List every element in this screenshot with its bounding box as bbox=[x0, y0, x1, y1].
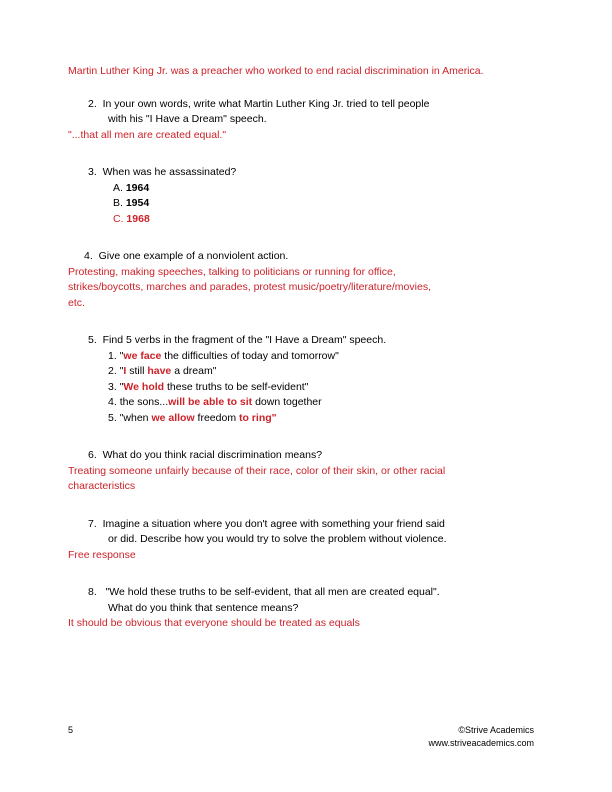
question-5-number: 5. bbox=[88, 334, 97, 346]
question-8-text bbox=[68, 585, 534, 601]
footer-row bbox=[68, 724, 534, 750]
worksheet-content bbox=[68, 64, 534, 632]
question-7-line1: Imagine a situation where you don't agree with something your friend said bbox=[102, 517, 445, 530]
verb-4-pre: the sons... bbox=[119, 396, 169, 408]
question-3-option-a bbox=[113, 181, 534, 197]
spacer bbox=[68, 495, 534, 517]
question-4-number: 4. bbox=[84, 250, 93, 262]
verb-5-mid: freedom bbox=[194, 411, 239, 424]
spacer bbox=[68, 143, 534, 165]
question-7-text bbox=[68, 517, 534, 533]
question-4-text bbox=[68, 249, 534, 265]
verb-1-number: 1. bbox=[108, 349, 117, 362]
verb-1-mid: the difficulties of today and tomorrow" bbox=[161, 349, 339, 362]
question-4-answer-line2: strikes/boycotts, marches and parades, protest music/poetry/literature/movies, bbox=[68, 281, 431, 293]
verb-item-4 bbox=[108, 395, 534, 411]
question-6-answer-line1: Treating someone unfairly because of their race, color of their skin, or other racial bbox=[68, 464, 446, 477]
option-c-letter: C. bbox=[113, 212, 124, 225]
question-7-text-cont: or did. Describe how you would try to solve the problem without violence. bbox=[108, 533, 447, 545]
option-b-value: 1954 bbox=[125, 197, 150, 209]
verb-item-5 bbox=[108, 411, 534, 427]
question-3-option-b bbox=[113, 196, 534, 212]
question-3-text bbox=[68, 165, 534, 181]
question-4-line1: Give one example of a nonviolent action. bbox=[98, 250, 289, 262]
question-3-line1: When was he assassinated? bbox=[102, 166, 237, 178]
question-6-line1: What do you think racial discrimination means? bbox=[102, 449, 323, 461]
question-6-number: 6. bbox=[88, 449, 97, 461]
verb-2-mid: still bbox=[126, 365, 148, 377]
website-url: www.striveacademics.com bbox=[428, 738, 534, 748]
verb-5-pre: "when bbox=[119, 411, 152, 424]
question-8-text-cont: What do you think that sentence means? bbox=[108, 601, 299, 614]
question-7-answer: Free response bbox=[68, 548, 136, 561]
verb-1-pre: " bbox=[119, 349, 124, 362]
verb-4-number: 4. bbox=[108, 396, 117, 408]
verb-3-number: 3. bbox=[108, 380, 117, 393]
question-6-answer-line2: characteristics bbox=[68, 480, 136, 492]
copyright-notice: ©Strive Academics bbox=[458, 725, 534, 735]
option-a-value: 1964 bbox=[125, 181, 150, 194]
verb-5-bold-2: to ring bbox=[238, 411, 272, 424]
verb-3-pre: " bbox=[119, 380, 124, 393]
footer-credits bbox=[428, 724, 534, 750]
intro-statement: Martin Luther King Jr. was a preacher who worked to end racial discrimination in America. bbox=[68, 65, 484, 77]
verb-item-1 bbox=[108, 349, 534, 365]
spacer bbox=[68, 311, 534, 333]
question-8-line1: "We hold these truths to be self-evident, that all men are created equal". bbox=[105, 586, 440, 598]
verb-2-pre: " bbox=[119, 365, 124, 377]
question-2-line1: In your own words, write what Martin Luther King Jr. tried to tell people bbox=[102, 97, 430, 110]
verb-4-mid: down together bbox=[252, 396, 322, 408]
question-4-answer-line1: Protesting, making speeches, talking to politicians or running for office, bbox=[68, 265, 396, 278]
verb-3-bold: We hold bbox=[123, 380, 165, 393]
verb-item-3 bbox=[108, 380, 534, 396]
verb-3-mid: these truths to be self-evident" bbox=[164, 380, 309, 393]
verb-1-bold: we face bbox=[123, 349, 162, 362]
spacer bbox=[68, 426, 534, 448]
verb-2-bold-2: have bbox=[147, 365, 172, 377]
question-2-text-cont: with his "I Have a Dream" speech. bbox=[108, 113, 267, 125]
question-3-option-c bbox=[113, 212, 534, 228]
page-number: 5 bbox=[68, 725, 74, 735]
question-7-number: 7. bbox=[88, 517, 97, 530]
option-c-value: 1968 bbox=[126, 212, 150, 225]
question-8-answer: It should be obvious that everyone should be treated as equals bbox=[68, 617, 360, 629]
question-3-number: 3. bbox=[88, 166, 97, 178]
option-b-letter: B. bbox=[113, 197, 123, 209]
page-footer bbox=[68, 724, 534, 750]
verb-4-bold: will be able to sit bbox=[168, 396, 253, 408]
verb-2-bold-1: I bbox=[123, 365, 127, 377]
question-6-text bbox=[68, 448, 534, 464]
verb-5-post: " bbox=[271, 411, 277, 424]
question-5-text bbox=[68, 333, 534, 349]
question-2-number: 2. bbox=[88, 97, 97, 110]
verb-5-number: 5. bbox=[108, 411, 117, 424]
question-8-number: 8. bbox=[88, 586, 97, 598]
verb-2-number: 2. bbox=[108, 365, 117, 377]
question-2-answer: "...that all men are created equal." bbox=[68, 128, 227, 141]
verb-5-bold-1: we allow bbox=[151, 411, 195, 424]
verb-item-2 bbox=[108, 364, 534, 380]
option-a-letter: A. bbox=[113, 181, 123, 194]
question-2-text bbox=[68, 97, 534, 113]
spacer bbox=[68, 80, 534, 97]
question-5-line1: Find 5 verbs in the fragment of the "I Have a Dream" speech. bbox=[102, 334, 387, 346]
question-4-answer-line3: etc. bbox=[68, 296, 85, 309]
verb-2-post: a dream" bbox=[171, 365, 217, 377]
spacer bbox=[68, 227, 534, 249]
spacer bbox=[68, 563, 534, 585]
